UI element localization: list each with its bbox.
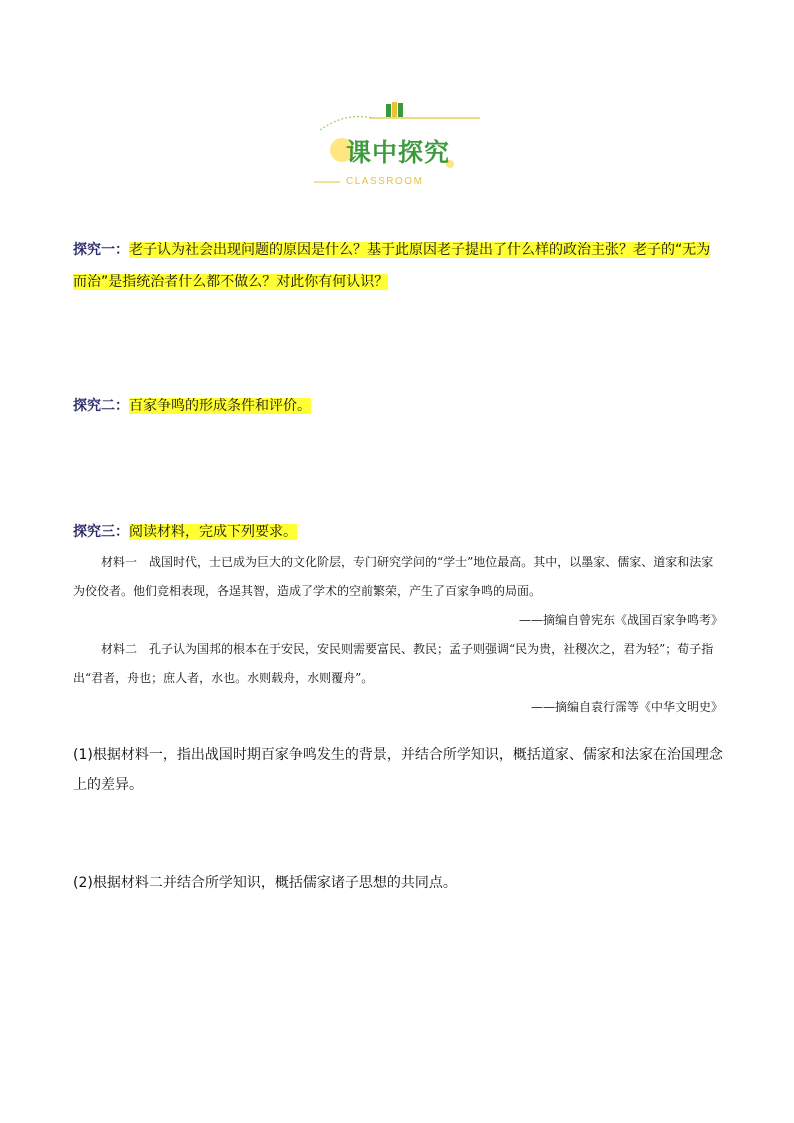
question-two: (2)根据材料二并结合所学知识，概括儒家诸子思想的共同点。	[73, 875, 457, 891]
banner-subtitle: CLASSROOM	[346, 176, 424, 187]
material-two-source: ——摘编自袁行霈等《中华文明史》	[530, 700, 723, 714]
question-one: (1)根据材料一，指出战国时期百家争鸣发生的背景，并结合所学知识，概括道家、儒家和法家在治国理念上的差异。	[73, 747, 723, 793]
explore-one-label: 探究一：	[73, 242, 129, 258]
material-one-text: 材料一 战国时代，士已成为巨大的文化阶层，专门研究学问的“学士”地位最高。其中，以墨家、儒家、道家和法家为佼佼者。他们竞相表现，各逞其智，造成了学术的空前繁荣，产生了百家争鸣的局面。	[73, 555, 714, 598]
banner-title: 课中探究	[346, 138, 451, 167]
material-block	[73, 548, 723, 722]
explore-three-text: 阅读材料，完成下列要求。	[129, 524, 297, 540]
section-banner	[310, 100, 490, 190]
explore-two	[73, 390, 723, 422]
explore-three-label: 探究三：	[73, 524, 129, 540]
explore-one-text: 老子认为社会出现问题的原因是什么？基于此原因老子提出了什么样的政治主张？老子的“无为而治”是指统治者什么都不做么？对此你有何认识？	[73, 242, 711, 290]
books-icon	[386, 102, 403, 117]
explore-three	[73, 516, 723, 548]
explore-two-label: 探究二：	[73, 398, 129, 414]
explore-one	[73, 234, 723, 298]
explore-two-text: 百家争鸣的形成条件和评价。	[129, 398, 311, 414]
material-two-text: 材料二 孔子认为国邦的根本在于安民，安民则需要富民、教民；孟子则强调“民为贵，社稷次之，君为轻”；荀子指出“君者，舟也；庶人者，水也。水则载舟，水则覆舟”。	[73, 642, 714, 685]
material-one-source: ——摘编自曾宪东《战国百家争鸣考》	[518, 613, 723, 627]
